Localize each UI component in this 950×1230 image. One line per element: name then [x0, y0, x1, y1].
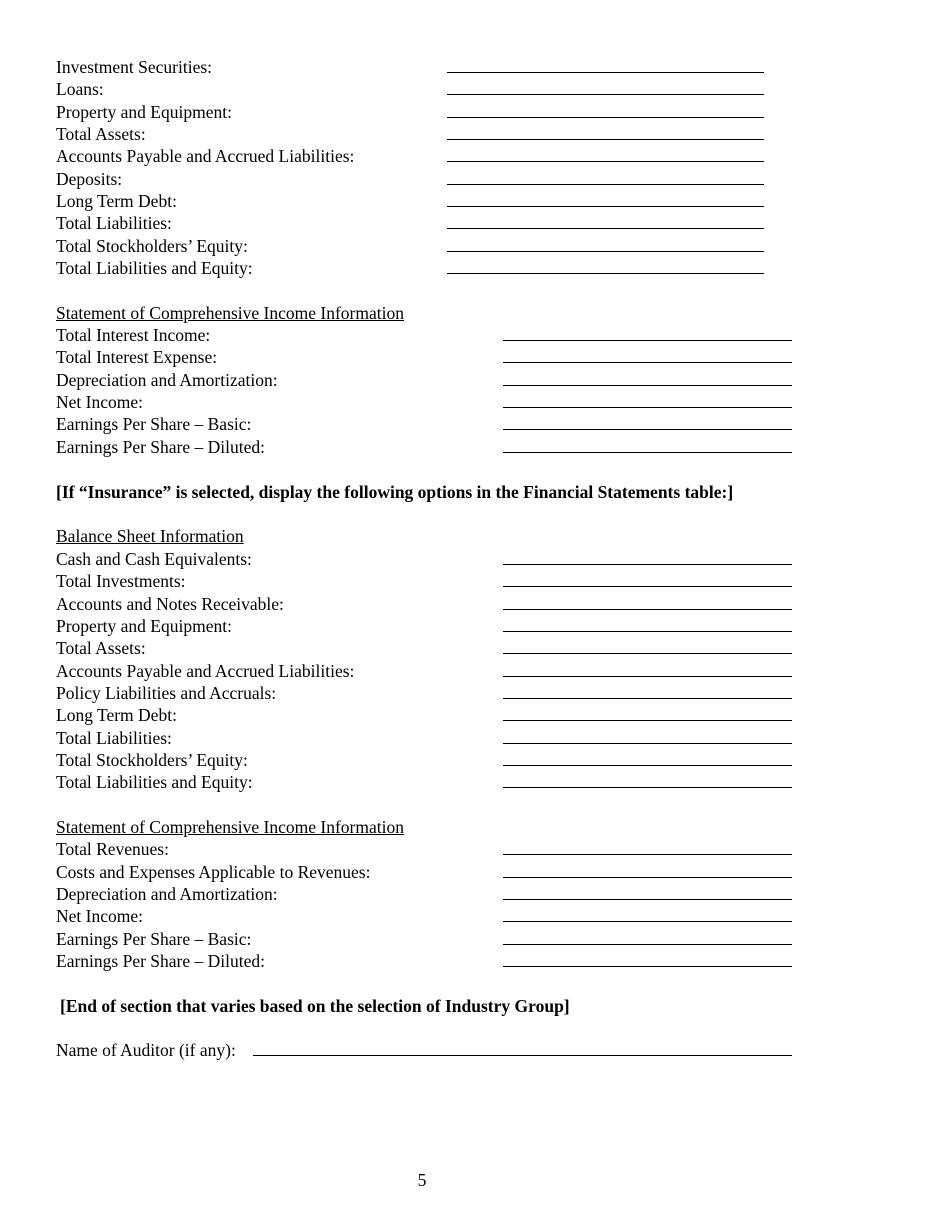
blank-line-field[interactable] [447, 184, 764, 185]
blank-line-field[interactable] [503, 966, 792, 967]
field-label: Long Term Debt: [56, 191, 177, 211]
field-label: Earnings Per Share – Diluted: [56, 951, 265, 971]
section-heading: Balance Sheet Information [56, 526, 244, 546]
field-label: Property and Equipment: [56, 616, 232, 636]
field-label: Property and Equipment: [56, 102, 232, 122]
field-label: Net Income: [56, 906, 143, 926]
blank-line-field[interactable] [503, 854, 792, 855]
field-label: Total Liabilities and Equity: [56, 772, 253, 792]
field-label: Total Assets: [56, 124, 146, 144]
field-label: Total Liabilities: [56, 728, 172, 748]
field-label: Total Stockholders’ Equity: [56, 236, 248, 256]
field-label: Policy Liabilities and Accruals: [56, 683, 277, 703]
blank-line-field[interactable] [503, 452, 792, 453]
end-section-note: [End of section that varies based on the selection of Industry Group] [60, 996, 570, 1016]
blank-line-field[interactable] [447, 139, 764, 140]
auditor-name-field[interactable] [253, 1055, 792, 1056]
blank-line-field[interactable] [447, 228, 764, 229]
field-label: Total Interest Income: [56, 325, 211, 345]
blank-line-field[interactable] [503, 944, 792, 945]
blank-line-field[interactable] [503, 631, 792, 632]
field-label: Cash and Cash Equivalents: [56, 549, 252, 569]
field-label: Long Term Debt: [56, 705, 177, 725]
blank-line-field[interactable] [447, 117, 764, 118]
field-label: Deposits: [56, 169, 123, 189]
blank-line-field[interactable] [503, 765, 792, 766]
field-label: Total Investments: [56, 571, 186, 591]
blank-line-field[interactable] [447, 72, 764, 73]
section-heading: Statement of Comprehensive Income Information [56, 817, 404, 837]
field-label: Total Liabilities: [56, 213, 172, 233]
blank-line-field[interactable] [503, 340, 792, 341]
field-label: Accounts Payable and Accrued Liabilities: [56, 146, 355, 166]
field-label: Depreciation and Amortization: [56, 370, 278, 390]
blank-line-field[interactable] [503, 653, 792, 654]
field-label: Total Interest Expense: [56, 347, 218, 367]
blank-line-field[interactable] [503, 407, 792, 408]
blank-line-field[interactable] [503, 385, 792, 386]
blank-line-field[interactable] [503, 787, 792, 788]
auditor-label: Name of Auditor (if any): [56, 1040, 236, 1060]
field-label: Net Income: [56, 392, 143, 412]
field-label: Accounts Payable and Accrued Liabilities: [56, 661, 355, 681]
blank-line-field[interactable] [447, 161, 764, 162]
blank-line-field[interactable] [503, 698, 792, 699]
field-label: Accounts and Notes Receivable: [56, 594, 284, 614]
field-label: Total Assets: [56, 638, 146, 658]
blank-line-field[interactable] [447, 273, 764, 274]
field-label: Depreciation and Amortization: [56, 884, 278, 904]
blank-line-field[interactable] [503, 720, 792, 721]
field-label: Investment Securities: [56, 57, 213, 77]
field-label: Total Stockholders’ Equity: [56, 750, 248, 770]
field-label: Total Revenues: [56, 839, 169, 859]
field-label: Earnings Per Share – Basic: [56, 414, 252, 434]
field-label: Earnings Per Share – Diluted: [56, 437, 265, 457]
blank-line-field[interactable] [503, 564, 792, 565]
blank-line-field[interactable] [503, 362, 792, 363]
field-label: Costs and Expenses Applicable to Revenues: [56, 862, 371, 882]
blank-line-field[interactable] [503, 921, 792, 922]
blank-line-field[interactable] [503, 899, 792, 900]
blank-line-field[interactable] [447, 251, 764, 252]
field-label: Loans: [56, 79, 104, 99]
field-label: Total Liabilities and Equity: [56, 258, 253, 278]
blank-line-field[interactable] [503, 609, 792, 610]
blank-line-field[interactable] [503, 877, 792, 878]
blank-line-field[interactable] [447, 94, 764, 95]
page-number: 5 [417, 1170, 427, 1190]
section-heading: Statement of Comprehensive Income Information [56, 303, 404, 323]
field-label: Earnings Per Share – Basic: [56, 929, 252, 949]
blank-line-field[interactable] [503, 429, 792, 430]
blank-line-field[interactable] [503, 586, 792, 587]
blank-line-field[interactable] [503, 743, 792, 744]
blank-line-field[interactable] [447, 206, 764, 207]
blank-line-field[interactable] [503, 676, 792, 677]
insurance-instruction-note: [If “Insurance” is selected, display the following options in the Financial Statements table:] [56, 482, 734, 502]
